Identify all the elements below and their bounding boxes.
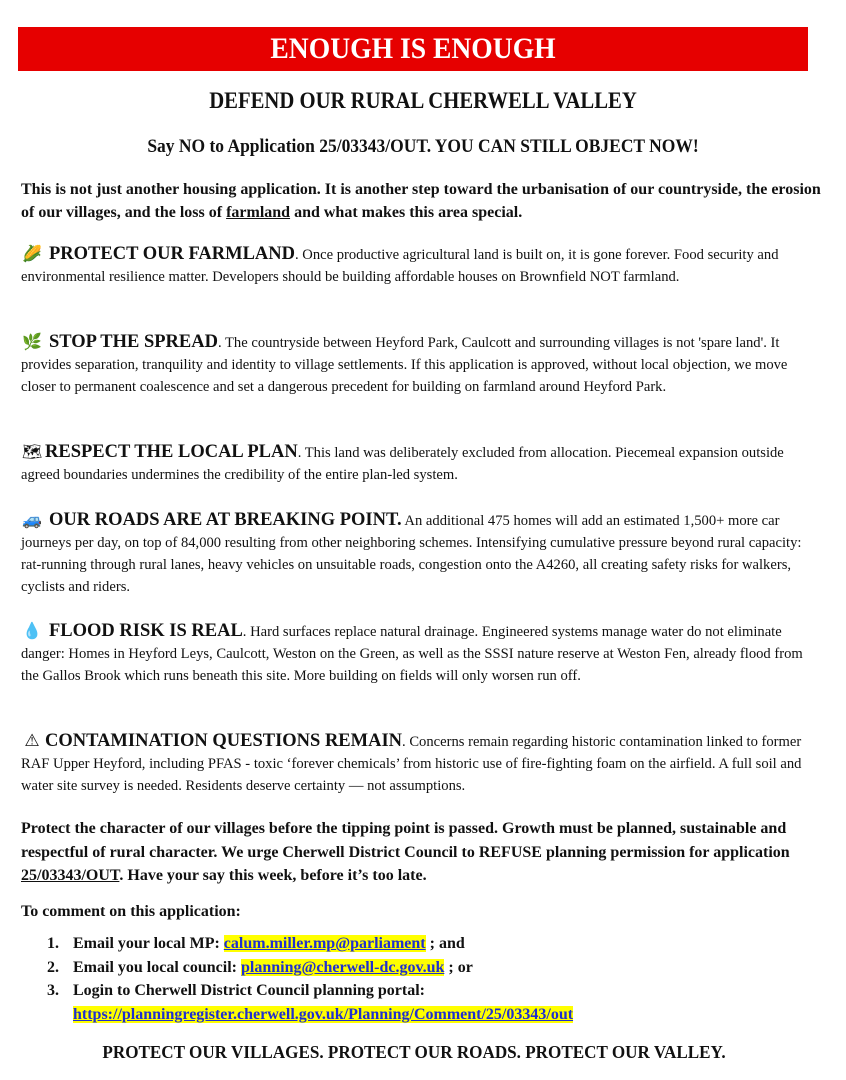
list-label: Email your local MP: <box>73 935 224 952</box>
section-body: An additional 475 homes will add an estimated 1,500+ more car journeys per day, on top of 84,000 resulting from other neighboring schemes. Intensifying cumulative pressure beyond rural capacity: rat-running through rural lanes, heavy vehicles on unsuitable roads, congestion onto the A4260, all creating safety risks for walkers, cyclists and riders. <box>21 513 802 595</box>
map-icon: 🗺 <box>21 444 43 461</box>
list-item <box>47 932 807 956</box>
comment-heading: To comment on this application: <box>21 903 241 920</box>
section-body: . The countryside between Heyford Park, Caulcott and surrounding villages is not 'spare land'. It provides separation, tranquility and identity to village settlements. If this application is approved, without local objection, we move closer to permanent coalescence and set a dangerous precedent for building on farmland around Heyford Park. <box>21 335 788 395</box>
section-body: . Concerns remain regarding historic contamination linked to former RAF Upper Heyford, including PFAS - toxic ‘forever chemicals’ from historic use of fire-fighting foam on the airfield. A full soil and water site survey is needed. Residents deserve certainty — not assumptions. <box>21 734 802 794</box>
section-heading: PROTECT OUR FARMLAND <box>49 244 295 264</box>
section-contamination <box>21 730 821 797</box>
page-subtitle: Say NO to Application 25/03343/OUT. YOU CAN STILL OBJECT NOW! <box>147 136 699 157</box>
section-body: . This land was deliberately excluded from allocation. Piecemeal expansion outside agreed boundaries undermines the credibility of the entire plan-led system. <box>21 445 784 483</box>
closing-text: Protect the character of our villages before the tipping point is passed. Growth must be planned, sustainable and respectful of rural character. We urge Cherwell District Council to REFUSE planning permission for application <box>21 820 790 861</box>
section-spread <box>21 331 821 398</box>
section-body: . Once productive agricultural land is built on, it is gone forever. Food security and environmental resilience matter. Developers should be building affordable houses on Brownfield NOT farmland. <box>21 247 779 285</box>
intro-text-end: and what makes this area special. <box>290 204 523 221</box>
list-number: 2. <box>47 958 59 976</box>
enough-banner <box>18 27 808 71</box>
section-roads <box>21 509 821 598</box>
section-heading: OUR ROADS ARE AT BREAKING POINT. <box>49 510 402 530</box>
list-label: Login to Cherwell District Council planning portal: <box>73 982 426 999</box>
planning-portal-link[interactable]: https://planningregister.cherwell.gov.uk/Planning/Comment/25/03343/out <box>73 1005 574 1023</box>
closing-text-end: . Have your say this week, before it’s too late. <box>119 867 427 884</box>
council-email-link[interactable]: planning@cherwell-dc.gov.uk <box>241 958 445 976</box>
droplet-icon: 💧 <box>22 623 42 640</box>
page-title: DEFEND OUR RURAL CHERWELL VALLEY <box>209 88 637 113</box>
herb-icon: 🌿 <box>22 334 42 351</box>
section-heading: STOP THE SPREAD <box>49 332 218 352</box>
section-heading: CONTAMINATION QUESTIONS REMAIN <box>45 731 403 751</box>
car-icon: 🚙 <box>22 512 42 529</box>
farmland-underlined: farmland <box>226 204 291 221</box>
list-label: Email you local council: <box>73 958 241 976</box>
warning-icon: ⚠ <box>24 731 40 750</box>
list-item <box>47 979 807 1026</box>
banner-text: ENOUGH IS ENOUGH <box>270 32 556 65</box>
mp-email-link[interactable]: calum.miller.mp@parliament <box>223 935 426 952</box>
list-number: 1. <box>47 935 59 952</box>
closing-paragraph <box>21 817 821 888</box>
section-flood <box>21 620 821 687</box>
intro-paragraph <box>21 178 821 224</box>
application-number: 25/03343/OUT <box>21 867 120 884</box>
section-heading: RESPECT THE LOCAL PLAN <box>45 442 298 462</box>
footer-slogan: PROTECT OUR VILLAGES. PROTECT OUR ROADS. PROTECT OUR VALLEY. <box>102 1042 726 1062</box>
section-local-plan <box>21 441 821 486</box>
intro-text: This is not just another housing application. It is another step toward the urbanisation of our countryside, the erosion of our villages, and the loss of <box>21 181 821 221</box>
corn-icon: 🌽 <box>22 246 42 263</box>
list-suffix: ; and <box>425 935 465 952</box>
section-body: . Hard surfaces replace natural drainage. Engineered systems manage water do not eliminate danger: Homes in Heyford Leys, Caulcott, Weston on the Green, as well as the SSSI nature reserve at Weston Fen, already flood from the Gallos Brook which runs beneath this site. More building on fields will only worsen run off. <box>21 624 803 684</box>
list-suffix: ; or <box>444 958 473 976</box>
comment-options-list <box>47 932 807 1026</box>
section-farmland <box>21 243 821 288</box>
section-heading: FLOOD RISK IS REAL <box>49 621 243 641</box>
list-number: 3. <box>47 982 59 999</box>
list-item <box>47 956 807 980</box>
